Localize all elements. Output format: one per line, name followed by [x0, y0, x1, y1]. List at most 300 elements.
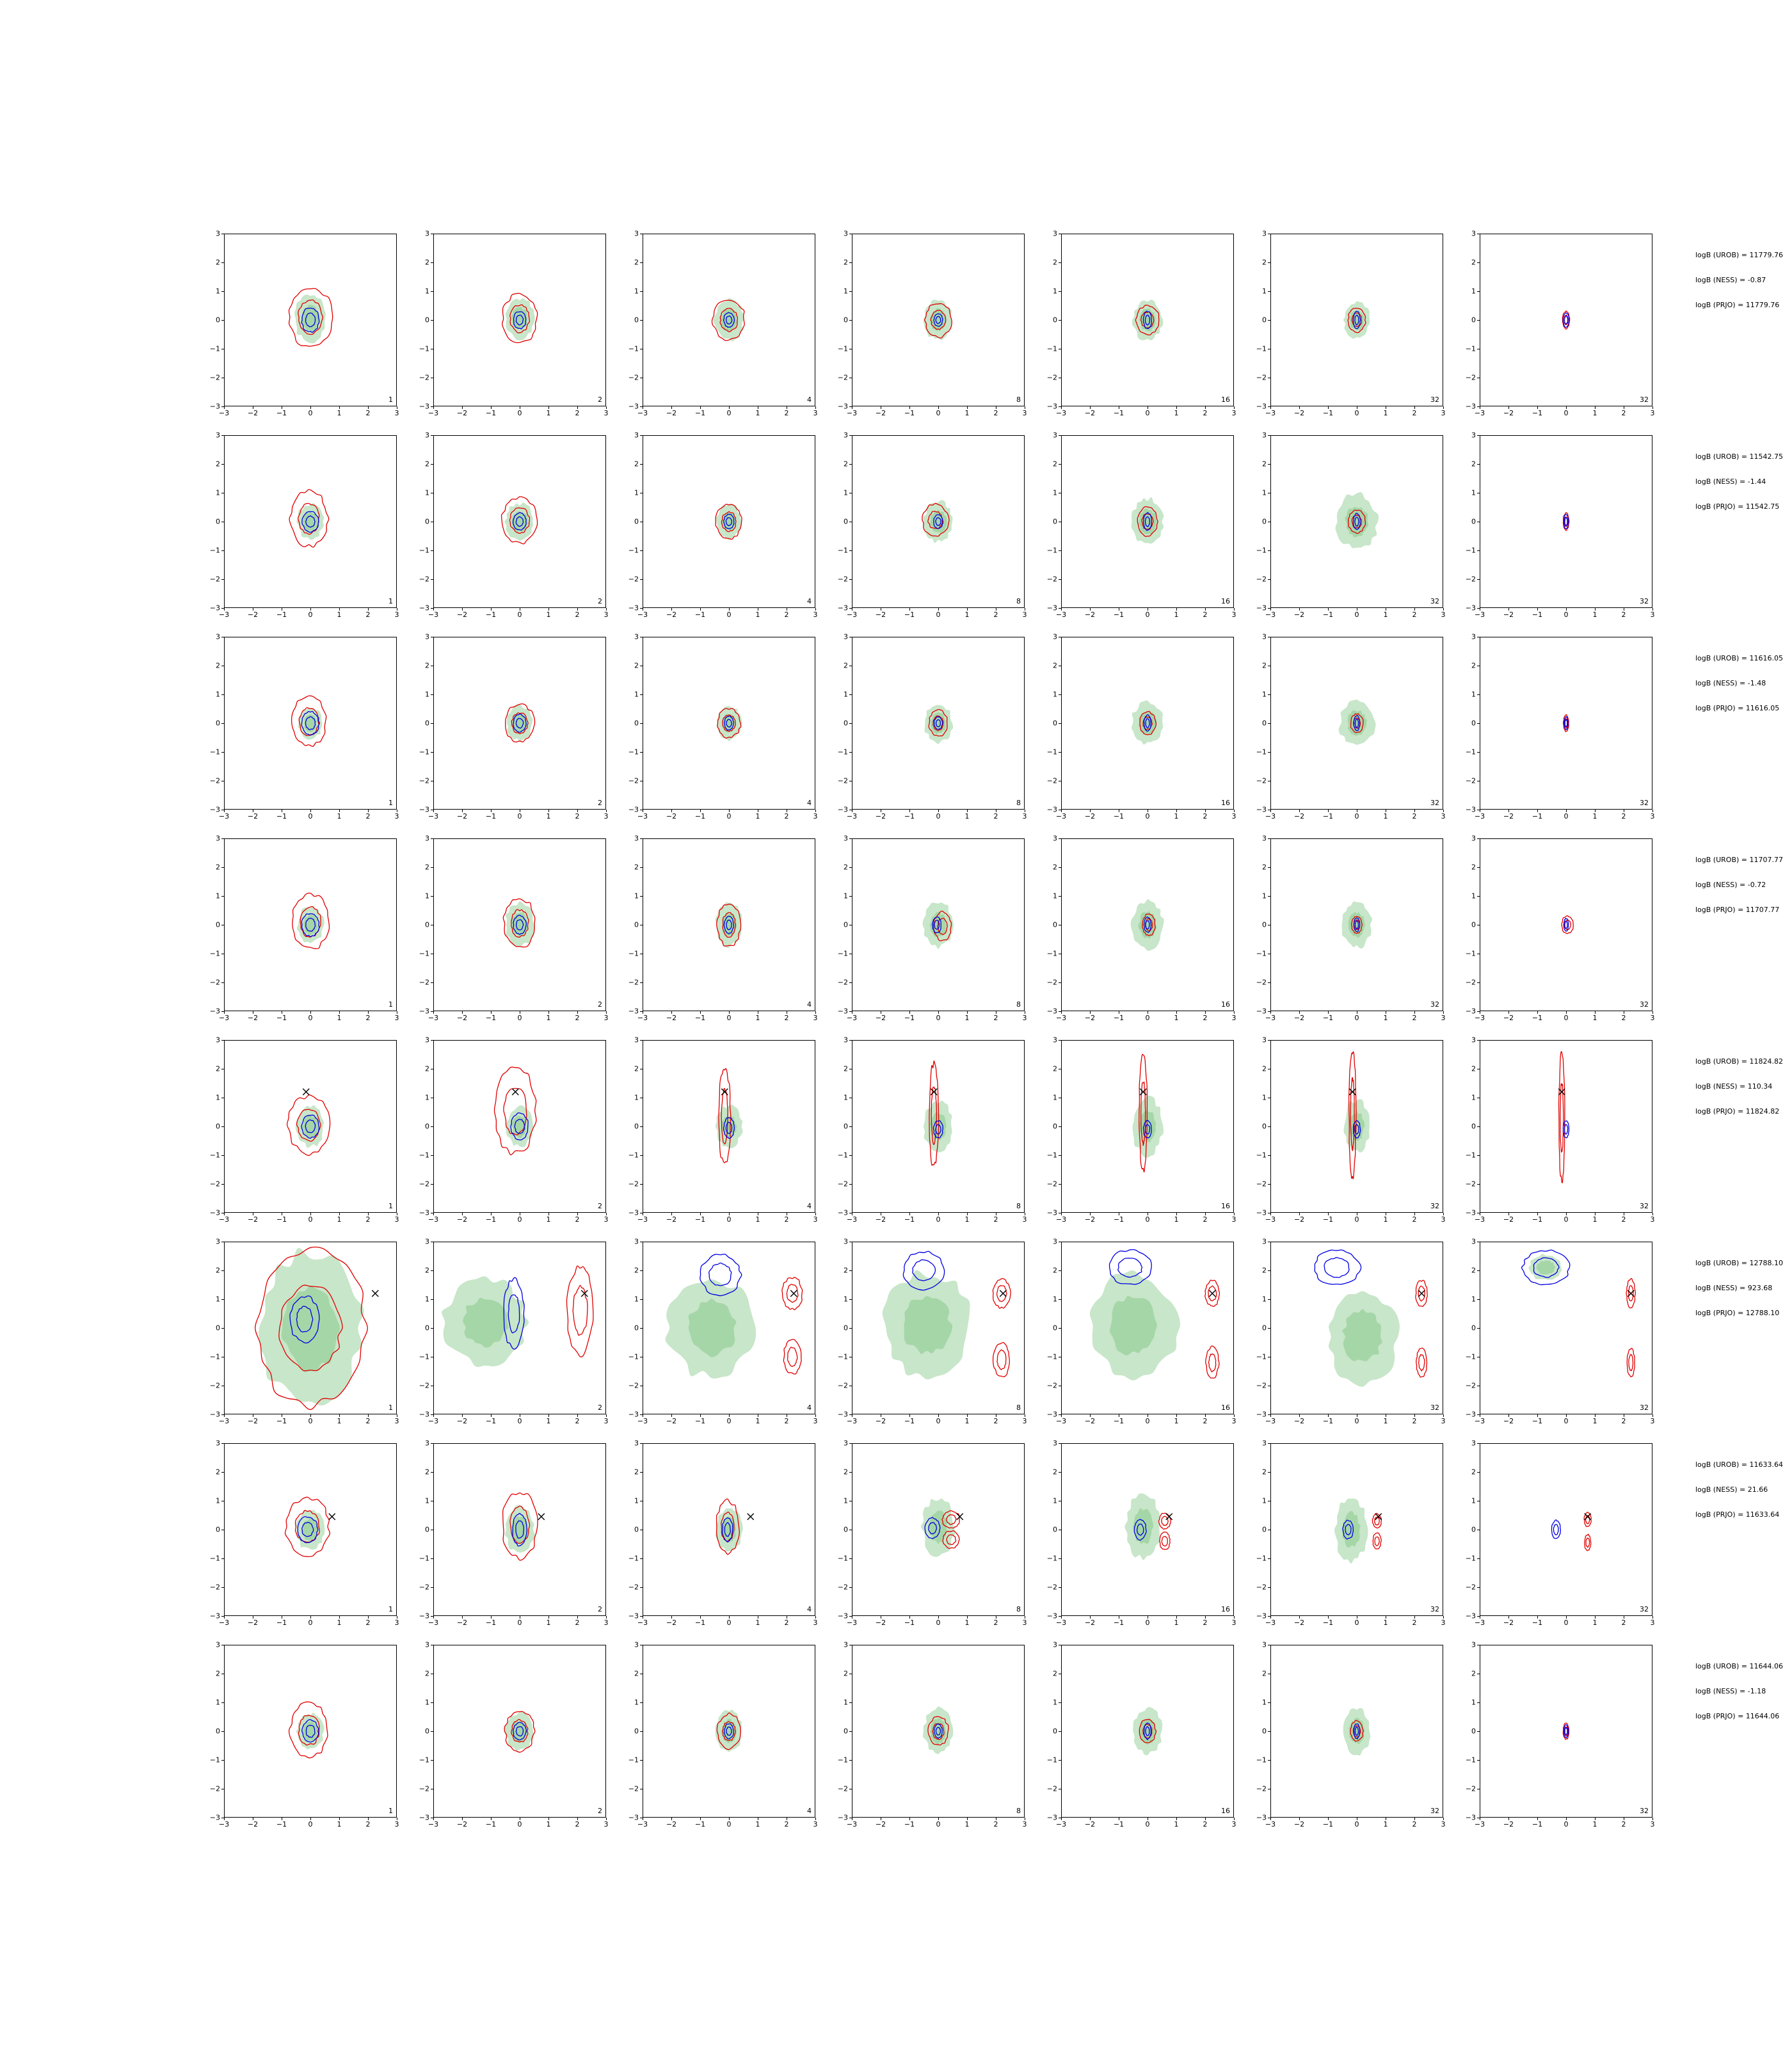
y-tick-label: −2 — [837, 776, 848, 785]
y-tick-mark — [221, 579, 224, 580]
y-tick-mark — [640, 838, 643, 839]
truth-marker-x — [538, 1514, 545, 1520]
x-tick-mark — [339, 810, 340, 812]
contour-canvas — [1270, 1443, 1443, 1616]
x-tick-label: −3 — [637, 1215, 648, 1224]
x-tick-mark — [462, 1414, 463, 1417]
y-tick-label: 0 — [216, 1727, 220, 1736]
blue-contour — [709, 1263, 732, 1285]
y-tick-label: 0 — [1262, 1525, 1267, 1534]
x-tick-label: 2 — [365, 1215, 371, 1224]
y-tick-label: −2 — [628, 373, 639, 382]
x-tick-mark — [1414, 810, 1415, 812]
x-tick-label: −1 — [485, 409, 497, 417]
y-tick-label: 2 — [844, 1669, 848, 1678]
contour-canvas — [224, 1443, 397, 1616]
x-tick-mark — [462, 1213, 463, 1215]
contour-canvas — [1061, 637, 1234, 810]
y-tick-mark — [431, 1011, 433, 1012]
y-tick-label: 0 — [634, 517, 639, 526]
x-tick-label: 2 — [784, 1014, 789, 1022]
y-tick-label: 0 — [1471, 719, 1476, 728]
y-tick-label: −3 — [837, 604, 848, 612]
x-tick-label: −1 — [1322, 1014, 1334, 1022]
y-tick-mark — [1477, 982, 1480, 983]
x-tick-label: 1 — [964, 1215, 970, 1224]
x-tick-label: 1 — [755, 812, 760, 820]
legend-entry: logB (UROB) = 11542.75 — [1695, 452, 1783, 461]
x-tick-mark — [1537, 1818, 1538, 1820]
y-tick-label: 3 — [1262, 1439, 1267, 1448]
x-tick-label: −2 — [1503, 1417, 1514, 1425]
y-tick-label: 1 — [844, 892, 848, 900]
y-tick-label: 1 — [1262, 1093, 1267, 1102]
x-tick-label: 3 — [1650, 812, 1655, 820]
x-tick-label: 3 — [1022, 1014, 1027, 1022]
x-tick-label: −2 — [666, 409, 677, 417]
truth-marker-x — [790, 1290, 797, 1297]
y-tick-mark — [640, 694, 643, 695]
x-tick-label: 2 — [993, 1820, 998, 1828]
x-tick-label: −3 — [846, 409, 858, 417]
x-tick-label: 2 — [575, 1215, 580, 1224]
x-tick-mark — [1652, 1414, 1653, 1417]
x-tick-label: 2 — [784, 409, 789, 417]
y-tick-label: −1 — [837, 1151, 848, 1160]
y-tick-mark — [1477, 1155, 1480, 1156]
x-tick-mark — [729, 810, 730, 812]
x-tick-label: 1 — [1174, 1820, 1179, 1828]
x-tick-mark — [1328, 608, 1329, 611]
x-tick-label: 0 — [1354, 812, 1359, 820]
x-tick-label: 1 — [755, 1014, 760, 1022]
x-tick-mark — [462, 406, 463, 409]
contour-canvas — [852, 435, 1025, 608]
x-tick-mark — [909, 406, 910, 409]
x-tick-label: 3 — [1441, 1215, 1446, 1224]
x-tick-label: −1 — [276, 1619, 287, 1627]
x-tick-label: −3 — [846, 1619, 858, 1627]
plot-panel — [1465, 1439, 1655, 1627]
y-tick-mark — [431, 1155, 433, 1156]
x-tick-label: 1 — [1592, 812, 1597, 820]
x-tick-label: −1 — [1113, 409, 1124, 417]
x-tick-label: −3 — [1055, 1619, 1067, 1627]
y-tick-label: 3 — [844, 1237, 848, 1246]
panel-corner-label: 8 — [1016, 597, 1021, 605]
x-tick-label: 0 — [1145, 1619, 1150, 1627]
x-tick-mark — [938, 810, 939, 812]
y-tick-mark — [221, 1299, 224, 1300]
x-tick-label: 0 — [517, 1014, 522, 1022]
x-tick-mark — [967, 810, 968, 812]
y-tick-label: 0 — [634, 316, 639, 324]
x-tick-mark — [1270, 1616, 1271, 1619]
y-tick-mark — [849, 1616, 852, 1617]
contour-canvas — [1061, 1242, 1234, 1414]
y-tick-mark — [221, 1011, 224, 1012]
y-tick-label: −1 — [419, 1756, 429, 1764]
x-tick-label: −2 — [1084, 812, 1096, 820]
x-tick-label: −3 — [218, 409, 230, 417]
x-tick-mark — [1176, 406, 1177, 409]
y-tick-mark — [1059, 291, 1061, 292]
x-tick-label: 2 — [993, 611, 998, 619]
y-tick-label: 3 — [634, 834, 639, 843]
panel-corner-label: 1 — [388, 1605, 393, 1613]
x-tick-mark — [1176, 1616, 1177, 1619]
x-tick-label: 2 — [365, 1619, 371, 1627]
y-tick-mark — [849, 1155, 852, 1156]
y-tick-mark — [640, 867, 643, 868]
x-tick-label: −3 — [218, 1417, 230, 1425]
panel-corner-label: 8 — [1016, 1000, 1021, 1009]
y-tick-mark — [1477, 1616, 1480, 1617]
contour-canvas — [852, 637, 1025, 810]
y-tick-mark — [640, 406, 643, 407]
y-tick-label: −2 — [1046, 1180, 1057, 1188]
contour-canvas — [1061, 1645, 1234, 1818]
x-tick-label: −1 — [694, 1820, 706, 1828]
y-tick-mark — [849, 1587, 852, 1588]
y-tick-label: 3 — [1471, 1237, 1476, 1246]
contour-canvas — [852, 234, 1025, 406]
y-tick-label: −3 — [1465, 1813, 1476, 1822]
y-tick-label: 1 — [1471, 690, 1476, 699]
y-tick-mark — [221, 550, 224, 551]
x-tick-label: 1 — [755, 1619, 760, 1627]
y-tick-mark — [1059, 896, 1061, 897]
y-tick-label: 0 — [1053, 920, 1057, 929]
x-tick-label: −1 — [694, 1014, 706, 1022]
y-tick-mark — [1477, 694, 1480, 695]
x-tick-label: 0 — [517, 1417, 522, 1425]
y-tick-label: −1 — [209, 1151, 220, 1160]
x-tick-label: −3 — [846, 1215, 858, 1224]
x-tick-mark — [967, 1213, 968, 1215]
y-tick-label: −1 — [837, 1554, 848, 1563]
x-tick-mark — [909, 810, 910, 812]
x-tick-mark — [548, 1818, 549, 1820]
y-tick-label: 0 — [844, 920, 848, 929]
y-tick-mark — [849, 982, 852, 983]
x-tick-mark — [1090, 1011, 1091, 1014]
y-tick-label: 2 — [844, 661, 848, 670]
x-tick-label: −2 — [247, 611, 259, 619]
y-tick-label: −1 — [1465, 1756, 1476, 1764]
y-tick-label: 0 — [1471, 1727, 1476, 1736]
x-tick-label: 2 — [784, 1820, 789, 1828]
y-tick-label: −2 — [419, 978, 429, 987]
y-tick-label: −2 — [209, 1784, 220, 1793]
x-tick-label: −3 — [1474, 812, 1485, 820]
y-tick-label: −2 — [209, 1583, 220, 1592]
red-contour — [1585, 1534, 1591, 1551]
x-tick-label: 0 — [1564, 1014, 1569, 1022]
plot-panel — [419, 632, 609, 820]
truth-marker-x — [329, 1514, 335, 1520]
x-tick-mark — [671, 608, 672, 611]
contour-canvas — [1270, 1040, 1443, 1213]
x-tick-label: −1 — [1532, 409, 1543, 417]
y-tick-label: 2 — [425, 1064, 429, 1073]
y-tick-label: 3 — [1053, 1439, 1057, 1448]
x-tick-mark — [1090, 1616, 1091, 1619]
row-legend — [1695, 856, 1783, 931]
y-tick-label: −2 — [837, 1583, 848, 1592]
contour-canvas — [852, 838, 1025, 1011]
y-tick-label: 3 — [1053, 1237, 1057, 1246]
y-tick-label: −3 — [209, 402, 220, 411]
x-tick-label: 3 — [604, 409, 609, 417]
y-tick-mark — [1477, 550, 1480, 551]
x-tick-mark — [1205, 1213, 1206, 1215]
plot-panel — [1465, 229, 1655, 417]
y-tick-label: 2 — [634, 1064, 639, 1073]
y-tick-label: 1 — [1053, 1496, 1057, 1505]
x-tick-label: −1 — [1322, 812, 1334, 820]
x-tick-mark — [1270, 810, 1271, 812]
y-tick-mark — [1268, 464, 1270, 465]
x-tick-mark — [729, 1414, 730, 1417]
y-tick-mark — [221, 262, 224, 263]
legend-entry: logB (PRJO) = 11824.82 — [1695, 1107, 1780, 1116]
y-tick-mark — [1477, 1328, 1480, 1329]
y-tick-label: 0 — [216, 920, 220, 929]
y-tick-mark — [1477, 1472, 1480, 1473]
x-tick-label: 2 — [575, 1417, 580, 1425]
y-tick-label: −3 — [1046, 1612, 1057, 1620]
y-tick-mark — [849, 320, 852, 321]
y-tick-label: 1 — [1262, 488, 1267, 497]
legend-entry: logB (NESS) = 110.34 — [1695, 1082, 1773, 1091]
contour-canvas — [643, 838, 815, 1011]
x-tick-label: −1 — [485, 1014, 497, 1022]
x-tick-mark — [577, 608, 578, 611]
y-tick-mark — [1059, 435, 1061, 436]
x-tick-label: −3 — [637, 1619, 648, 1627]
x-tick-mark — [491, 1011, 492, 1014]
y-tick-label: 2 — [844, 1266, 848, 1275]
y-tick-label: −3 — [1046, 402, 1057, 411]
y-tick-label: −1 — [837, 748, 848, 756]
y-tick-label: 1 — [1262, 1295, 1267, 1304]
y-tick-mark — [1268, 982, 1270, 983]
y-tick-label: 0 — [844, 1122, 848, 1131]
x-tick-label: −2 — [875, 1820, 886, 1828]
red-contour — [1375, 1537, 1379, 1546]
y-tick-label: 0 — [425, 920, 429, 929]
x-tick-label: −1 — [485, 611, 497, 619]
x-tick-mark — [1652, 1818, 1653, 1820]
y-tick-label: 2 — [425, 1266, 429, 1275]
y-tick-mark — [1268, 1760, 1270, 1761]
y-tick-label: 2 — [1471, 863, 1476, 872]
x-tick-mark — [1299, 1818, 1300, 1820]
x-tick-mark — [433, 1414, 434, 1417]
y-tick-mark — [1268, 1472, 1270, 1473]
y-tick-mark — [1477, 1702, 1480, 1703]
y-tick-label: −1 — [1465, 546, 1476, 555]
x-tick-label: −3 — [637, 409, 648, 417]
x-tick-label: −3 — [637, 1417, 648, 1425]
contour-canvas — [224, 435, 397, 608]
blue-contour — [1564, 1124, 1567, 1134]
y-tick-mark — [849, 1328, 852, 1329]
x-tick-label: 0 — [726, 1014, 732, 1022]
x-tick-mark — [1090, 1213, 1091, 1215]
y-tick-mark — [849, 896, 852, 897]
x-tick-label: 1 — [964, 409, 970, 417]
y-tick-label: 3 — [844, 1439, 848, 1448]
x-tick-label: −1 — [694, 409, 706, 417]
x-tick-mark — [1328, 1818, 1329, 1820]
y-tick-label: −2 — [1465, 1583, 1476, 1592]
x-tick-label: 0 — [308, 1820, 313, 1828]
y-tick-label: −2 — [1046, 373, 1057, 382]
y-tick-label: 0 — [634, 920, 639, 929]
x-tick-label: 0 — [517, 1820, 522, 1828]
y-tick-label: −3 — [837, 1813, 848, 1822]
red-contour — [1159, 1513, 1171, 1529]
y-tick-label: 0 — [1471, 1324, 1476, 1332]
y-tick-label: 3 — [1471, 834, 1476, 843]
x-tick-mark — [1270, 608, 1271, 611]
y-tick-label: −2 — [1046, 978, 1057, 987]
y-tick-label: 0 — [844, 1525, 848, 1534]
x-tick-mark — [967, 608, 968, 611]
y-tick-label: 3 — [216, 1237, 220, 1246]
panel-corner-label: 2 — [598, 799, 602, 807]
x-tick-label: −1 — [1532, 1417, 1543, 1425]
y-tick-mark — [1059, 1328, 1061, 1329]
x-tick-mark — [967, 1616, 968, 1619]
y-tick-label: 3 — [1471, 229, 1476, 238]
y-tick-label: −2 — [1256, 1381, 1267, 1390]
panel-corner-label: 16 — [1221, 396, 1230, 404]
y-tick-mark — [1477, 320, 1480, 321]
x-tick-label: 1 — [1592, 1014, 1597, 1022]
y-tick-mark — [431, 1760, 433, 1761]
y-tick-mark — [1268, 752, 1270, 753]
x-tick-mark — [1061, 1213, 1062, 1215]
x-tick-label: 1 — [546, 409, 551, 417]
plot-panel — [1465, 834, 1655, 1022]
y-tick-mark — [221, 464, 224, 465]
x-tick-label: 1 — [755, 1215, 760, 1224]
x-tick-mark — [368, 1414, 369, 1417]
x-tick-label: −1 — [694, 1215, 706, 1224]
x-tick-label: −1 — [1322, 1619, 1334, 1627]
x-tick-mark — [1595, 1213, 1596, 1215]
x-tick-mark — [1328, 1213, 1329, 1215]
x-tick-label: −3 — [637, 1014, 648, 1022]
x-tick-label: 1 — [755, 1417, 760, 1425]
y-tick-label: −3 — [209, 1612, 220, 1620]
x-tick-label: −1 — [1322, 1820, 1334, 1828]
x-tick-mark — [548, 1414, 549, 1417]
y-tick-label: −1 — [837, 949, 848, 958]
contour-canvas — [643, 435, 815, 608]
y-tick-label: −1 — [1046, 1151, 1057, 1160]
x-tick-label: 3 — [394, 1417, 399, 1425]
x-tick-mark — [224, 406, 225, 409]
y-tick-label: −1 — [1465, 1554, 1476, 1563]
y-tick-label: 2 — [216, 460, 220, 468]
y-tick-label: −3 — [1256, 1410, 1267, 1419]
x-tick-label: 2 — [1412, 1215, 1417, 1224]
y-tick-mark — [1477, 464, 1480, 465]
x-tick-label: 0 — [517, 611, 522, 619]
y-tick-mark — [1059, 1472, 1061, 1473]
x-tick-mark — [491, 1818, 492, 1820]
contour-canvas — [1061, 1040, 1234, 1213]
y-tick-label: 3 — [425, 834, 429, 843]
x-tick-label: −3 — [846, 812, 858, 820]
panel-corner-label: 8 — [1016, 1807, 1021, 1815]
y-tick-mark — [1268, 723, 1270, 724]
y-tick-label: 1 — [1262, 892, 1267, 900]
y-tick-label: −1 — [209, 748, 220, 756]
x-tick-mark — [606, 1213, 607, 1215]
y-tick-mark — [431, 982, 433, 983]
red-contour — [1162, 1537, 1167, 1546]
x-tick-label: −3 — [1265, 1619, 1276, 1627]
x-tick-mark — [310, 810, 311, 812]
x-tick-label: −3 — [637, 812, 648, 820]
contour-canvas — [1480, 435, 1652, 608]
x-tick-label: −1 — [276, 812, 287, 820]
y-tick-label: 2 — [425, 863, 429, 872]
y-tick-label: −3 — [1046, 1007, 1057, 1016]
x-tick-mark — [1414, 1616, 1415, 1619]
red-contour — [566, 1266, 593, 1357]
x-tick-mark — [1205, 1011, 1206, 1014]
x-tick-label: 2 — [1203, 611, 1208, 619]
truth-marker-x — [303, 1089, 309, 1095]
x-tick-label: 3 — [1022, 1619, 1027, 1627]
x-tick-label: −2 — [456, 812, 468, 820]
plot-panel — [628, 1237, 818, 1425]
y-tick-mark — [221, 694, 224, 695]
x-tick-label: −1 — [1113, 1215, 1124, 1224]
y-tick-label: 2 — [1471, 661, 1476, 670]
y-tick-mark — [221, 608, 224, 609]
x-tick-label: −3 — [1265, 1014, 1276, 1022]
x-tick-mark — [1270, 1011, 1271, 1014]
x-tick-label: −1 — [904, 409, 915, 417]
y-tick-mark — [640, 896, 643, 897]
row-legend — [1695, 1663, 1783, 1738]
x-tick-mark — [1566, 1414, 1567, 1417]
panel-corner-label: 8 — [1016, 396, 1021, 404]
y-tick-mark — [431, 1184, 433, 1185]
red-contour — [1162, 1516, 1168, 1525]
panel-row — [0, 1237, 1792, 1446]
plot-panel — [1046, 1036, 1236, 1224]
panel-corner-label: 32 — [1640, 799, 1649, 807]
contour-canvas — [224, 637, 397, 810]
x-tick-mark — [1508, 1616, 1509, 1619]
x-tick-label: 1 — [755, 1820, 760, 1828]
y-tick-label: −3 — [209, 1007, 220, 1016]
legend-entry: logB (NESS) = 923.68 — [1695, 1284, 1773, 1292]
contour-canvas — [643, 1645, 815, 1818]
y-tick-label: −3 — [1046, 1208, 1057, 1217]
x-tick-label: 1 — [1174, 1215, 1179, 1224]
x-tick-label: 2 — [993, 1417, 998, 1425]
x-tick-label: −3 — [1474, 1215, 1485, 1224]
